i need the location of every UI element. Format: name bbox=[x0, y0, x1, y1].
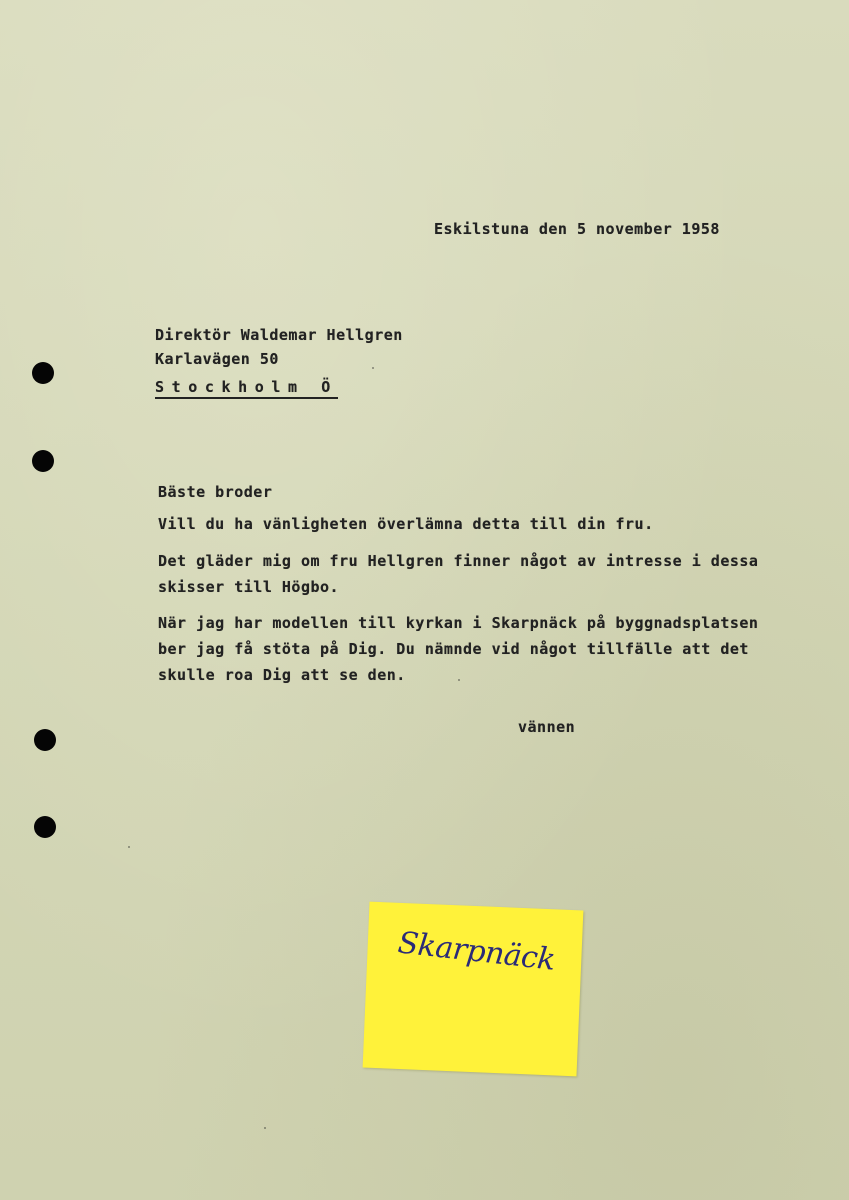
paper-speck bbox=[372, 367, 374, 369]
paper-speck bbox=[458, 679, 460, 681]
body-line: skulle roa Dig att se den. bbox=[158, 666, 406, 684]
recipient-street: Karlavägen 50 bbox=[155, 350, 279, 368]
body-line: ber jag få stöta på Dig. Du nämnde vid något tillfälle att det bbox=[158, 640, 749, 658]
sticky-note bbox=[363, 902, 584, 1077]
recipient-city: Stockholm Ö bbox=[155, 378, 338, 399]
body-line: Det gläder mig om fru Hellgren finner något av intresse i dessa bbox=[158, 552, 759, 570]
sticky-note-handwriting: Skarpnäck bbox=[396, 925, 557, 978]
date-line: Eskilstuna den 5 november 1958 bbox=[434, 220, 720, 238]
body-line: skisser till Högbo. bbox=[158, 578, 340, 596]
closing: vännen bbox=[518, 718, 576, 736]
punch-hole bbox=[34, 816, 56, 838]
paper-speck bbox=[128, 846, 130, 848]
punch-hole bbox=[34, 729, 56, 751]
greeting: Bäste broder bbox=[158, 483, 273, 501]
body-line: Vill du ha vänligheten överlämna detta till din fru. bbox=[158, 515, 654, 533]
punch-hole bbox=[32, 362, 54, 384]
recipient-name: Direktör Waldemar Hellgren bbox=[155, 326, 403, 344]
paper-speck bbox=[264, 1127, 266, 1129]
body-line: När jag har modellen till kyrkan i Skarpnäck på byggnadsplatsen bbox=[158, 614, 759, 632]
punch-hole bbox=[32, 450, 54, 472]
